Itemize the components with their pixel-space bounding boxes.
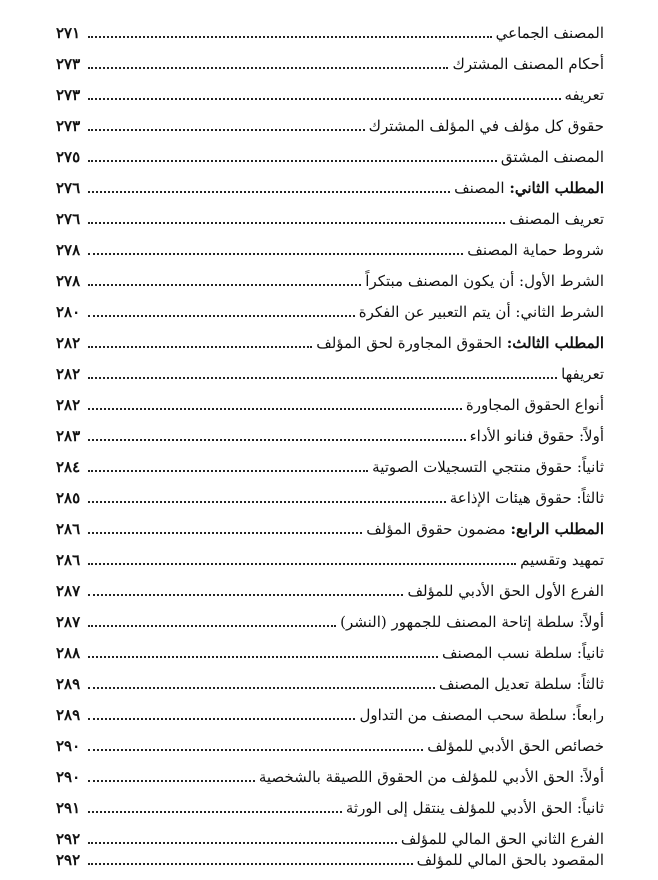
toc-entry-page: ٢٨٩ xyxy=(56,706,81,724)
dot-leader xyxy=(88,779,255,782)
toc-entry-title xyxy=(403,580,604,602)
toc-entry-title xyxy=(342,797,604,819)
dot-leader xyxy=(88,376,557,379)
toc-entry-title xyxy=(435,673,604,695)
toc-entry-page: ٢٨٧ xyxy=(56,582,81,600)
toc-entry-text: تعريفها xyxy=(561,365,604,383)
toc-entry-text: تمهيد وتقسيم xyxy=(520,551,604,569)
dot-leader xyxy=(88,221,505,224)
dot-leader xyxy=(88,314,355,317)
toc-entry-text: حقوق كل مؤلف في المؤلف المشترك xyxy=(368,117,604,135)
dot-leader xyxy=(88,469,368,472)
toc-entry-page: ٢٨٧ xyxy=(56,613,81,631)
toc-entry-title xyxy=(355,301,604,323)
dot-leader xyxy=(88,686,435,689)
dot-leader xyxy=(88,624,336,627)
toc-entry-page: ٢٧١ xyxy=(56,24,81,42)
toc-entry-title xyxy=(446,487,604,509)
toc-entry xyxy=(56,601,604,633)
toc-entry-text: الفرع الأول الحق الأدبي للمؤلف xyxy=(407,582,604,600)
dot-leader xyxy=(88,252,463,255)
toc-entry-heading-label: المطلب الرابع: xyxy=(510,520,604,538)
toc-entry xyxy=(56,229,604,261)
toc-entry-text: خصائص الحق الأدبي للمؤلف xyxy=(427,737,604,755)
toc-entry-text: أحكام المصنف المشترك xyxy=(452,55,604,73)
dot-leader xyxy=(88,407,462,410)
toc-entry-text: ثانياً: حقوق منتجي التسجيلات الصوتية xyxy=(372,458,604,476)
toc-entry xyxy=(56,291,604,323)
dot-leader xyxy=(88,283,361,286)
toc-entry xyxy=(56,508,604,540)
toc-entry-title xyxy=(492,22,604,44)
toc-entry-page: ٢٧٣ xyxy=(56,55,81,73)
dot-leader xyxy=(88,190,450,193)
dot-leader xyxy=(88,66,448,69)
toc-entry-text: ثالثاً: سلطة تعديل المصنف xyxy=(439,675,604,693)
toc-entry-page: ٢٨٣ xyxy=(56,427,81,445)
toc-entry-page: ٢٨٥ xyxy=(56,489,81,507)
toc-entry xyxy=(56,725,604,757)
toc-entry xyxy=(56,167,604,199)
toc-entry xyxy=(56,539,604,571)
toc-entry-page: ٢٩٠ xyxy=(56,737,81,755)
toc-entry-page: ٢٩٢ xyxy=(56,851,81,869)
toc-entry xyxy=(56,74,604,106)
toc-entry xyxy=(56,105,604,137)
dot-leader xyxy=(88,438,466,441)
dot-leader xyxy=(88,717,355,720)
toc-entry-title xyxy=(365,115,604,137)
toc-entry-title xyxy=(448,53,604,75)
toc-entry-title xyxy=(255,766,604,788)
toc-entry-text: الفرع الثاني الحق المالي للمؤلف xyxy=(400,830,604,848)
toc-entry-title xyxy=(505,208,604,230)
dot-leader xyxy=(88,500,446,503)
toc-entry-page: ٢٨٦ xyxy=(56,551,81,569)
toc-entry-title xyxy=(462,394,604,416)
toc-entry-title xyxy=(361,270,604,292)
toc-entry-page: ٢٨٦ xyxy=(56,520,81,538)
dot-leader xyxy=(88,128,365,131)
toc-entry xyxy=(56,839,604,871)
toc-entry-text: تعريف المصنف xyxy=(509,210,604,228)
toc-entry-text: أولاً: حقوق فنانو الأداء xyxy=(469,427,604,445)
toc-entry-page: ٢٩١ xyxy=(56,799,81,817)
toc-entry xyxy=(56,43,604,75)
toc-entry-page: ٢٧٨ xyxy=(56,241,81,259)
toc-entry-title xyxy=(466,425,604,447)
toc-entry-title xyxy=(497,146,604,168)
toc-entry-page: ٢٨٤ xyxy=(56,458,81,476)
toc-entry xyxy=(56,787,604,819)
toc-entry xyxy=(56,12,604,44)
toc-entry-text: أولاً: سلطة إتاحة المصنف للجمهور (النشر) xyxy=(340,613,604,631)
table-of-contents xyxy=(56,12,604,872)
toc-entry xyxy=(56,694,604,726)
toc-entry xyxy=(56,260,604,292)
toc-entry-page: ٢٧٦ xyxy=(56,179,81,197)
toc-entry-text: رابعاً: سلطة سحب المصنف من التداول xyxy=(359,706,604,724)
toc-entry-text: شروط حماية المصنف xyxy=(467,241,604,259)
toc-entry-title xyxy=(557,363,604,385)
dot-leader xyxy=(88,345,312,348)
dot-leader xyxy=(88,593,403,596)
toc-entry-title xyxy=(368,456,604,478)
dot-leader xyxy=(88,562,516,565)
toc-entry-text: ثالثاً: حقوق هيئات الإذاعة xyxy=(449,489,604,507)
toc-entry xyxy=(56,570,604,602)
dot-leader xyxy=(88,862,413,865)
toc-entry-page: ٢٩٠ xyxy=(56,768,81,786)
toc-entry xyxy=(56,136,604,168)
toc-entry-page: ٢٨٢ xyxy=(56,334,81,352)
toc-entry-title xyxy=(413,849,604,871)
toc-entry xyxy=(56,446,604,478)
dot-leader xyxy=(88,531,362,534)
dot-leader xyxy=(88,97,561,100)
toc-entry-title xyxy=(336,611,604,633)
toc-entry xyxy=(56,415,604,447)
toc-entry-page: ٢٨٠ xyxy=(56,303,81,321)
toc-entry xyxy=(56,198,604,230)
toc-entry-text: مضمون حقوق المؤلف xyxy=(366,520,511,538)
toc-entry-title xyxy=(355,704,604,726)
toc-entry-heading-label: المطلب الثاني: xyxy=(509,179,604,197)
dot-leader xyxy=(88,810,342,813)
toc-entry-title xyxy=(312,332,604,354)
dot-leader xyxy=(88,655,438,658)
toc-entry-page: ٢٨٢ xyxy=(56,365,81,383)
toc-entry-heading-label: المطلب الثالث: xyxy=(506,334,604,352)
toc-entry-page: ٢٧٣ xyxy=(56,117,81,135)
toc-entry xyxy=(56,384,604,416)
toc-entry-page: ٢٨٢ xyxy=(56,396,81,414)
toc-entry-title xyxy=(423,735,604,757)
toc-entry-text: الشرط الثاني: أن يتم التعبير عن الفكرة xyxy=(358,303,604,321)
toc-entry-text: الشرط الأول: أن يكون المصنف مبتكراً xyxy=(365,272,604,290)
toc-entry-title xyxy=(450,177,604,199)
toc-entry-title xyxy=(463,239,604,261)
toc-entry-page: ٢٨٨ xyxy=(56,644,81,662)
toc-entry xyxy=(56,477,604,509)
toc-entry-text: ثانياً: سلطة نسب المصنف xyxy=(441,644,604,662)
toc-entry-title xyxy=(516,549,604,571)
toc-entry xyxy=(56,756,604,788)
dot-leader xyxy=(88,748,423,751)
toc-entry-text: المصنف xyxy=(454,179,510,197)
toc-entry-page: ٢٧٨ xyxy=(56,272,81,290)
toc-entry-page: ٢٧٣ xyxy=(56,86,81,104)
toc-entry-text: المصنف المشتق xyxy=(500,148,604,166)
toc-entry-text: المصنف الجماعي xyxy=(495,24,604,42)
toc-entry xyxy=(56,663,604,695)
toc-entry-text: المقصود بالحق المالي للمؤلف xyxy=(416,851,604,869)
toc-entry-page: ٢٧٦ xyxy=(56,210,81,228)
toc-entry-page: ٢٧٥ xyxy=(56,148,81,166)
toc-entry-title xyxy=(561,84,605,106)
toc-entry-text: أنواع الحقوق المجاورة xyxy=(465,396,604,414)
toc-entry-page: ٢٩٢ xyxy=(56,830,81,848)
toc-entry-page: ٢٨٩ xyxy=(56,675,81,693)
toc-entry xyxy=(56,353,604,385)
toc-entry xyxy=(56,632,604,664)
dot-leader xyxy=(88,159,497,162)
toc-entry-text: ثانياً: الحق الأدبي للمؤلف ينتقل إلى الورثة xyxy=(345,799,604,817)
toc-entry-text: تعريفه xyxy=(564,86,604,104)
toc-entry-title xyxy=(362,518,604,540)
dot-leader xyxy=(88,35,492,38)
toc-entry-title xyxy=(438,642,604,664)
toc-entry xyxy=(56,322,604,354)
toc-entry-text: الحقوق المجاورة لحق المؤلف xyxy=(316,334,507,352)
toc-entry-text: أولاً: الحق الأدبي للمؤلف من الحقوق اللصيقة بالشخصية xyxy=(258,768,604,786)
